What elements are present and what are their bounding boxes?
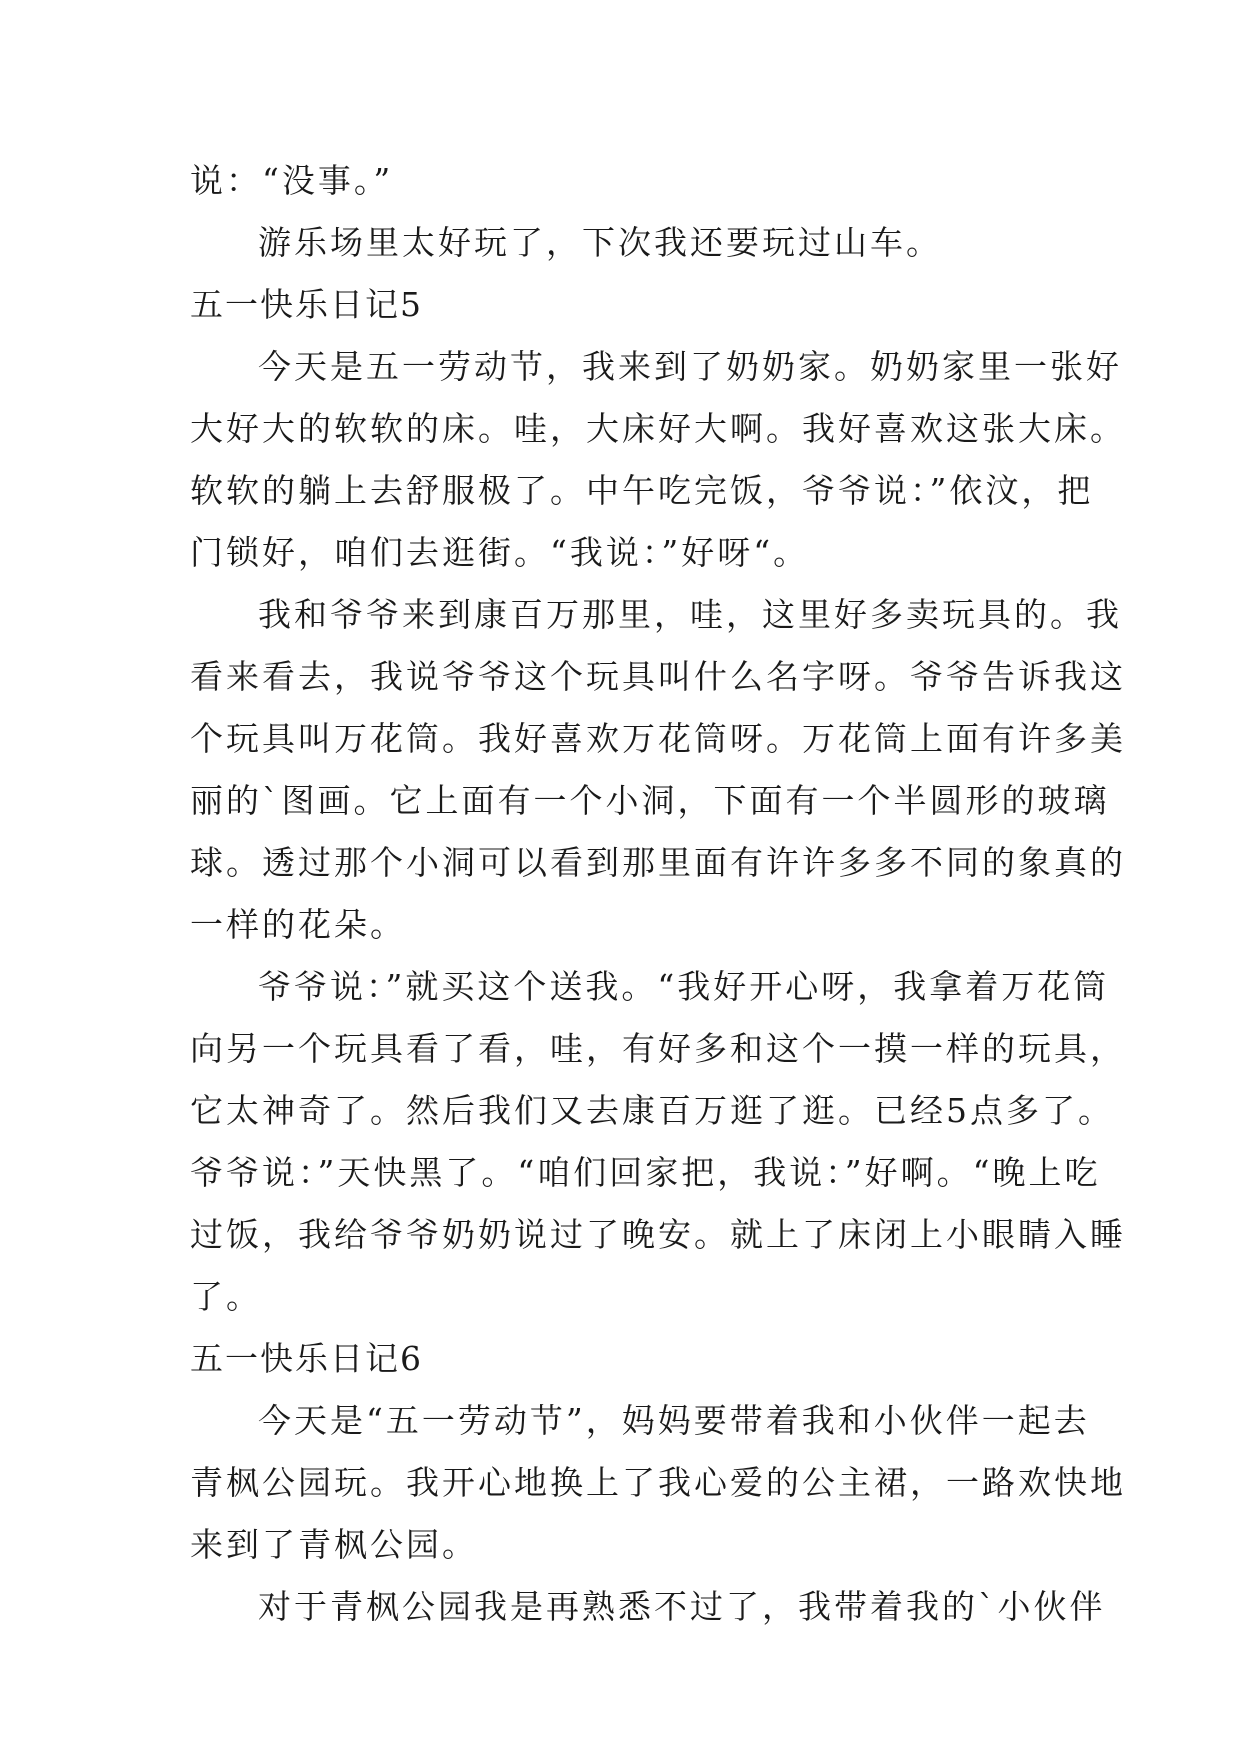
- paragraph-line: 大好大的软软的床。哇，大床好大啊。我好喜欢这张大床。: [190, 409, 1126, 448]
- paragraph-line: 球。透过那个小洞可以看到那里面有许许多多不同的象真的: [190, 843, 1126, 882]
- paragraph-line: 丽的`图画。它上面有一个小洞，下面有一个半圆形的玻璃: [190, 781, 1110, 820]
- paragraph-line: 今天是“五一劳动节”，妈妈要带着我和小伙伴一起去: [258, 1401, 1090, 1440]
- section-heading: 五一快乐日记6: [190, 1339, 423, 1378]
- paragraph-line: 爷爷说：”天快黑了。“咱们回家把，我说：”好啊。“晚上吃: [190, 1153, 1101, 1192]
- paragraph-line: 游乐场里太好玩了，下次我还要玩过山车。: [258, 223, 942, 262]
- document-body: [190, 150, 1126, 1638]
- paragraph-line: 青枫公园玩。我开心地换上了我心爱的公主裙，一路欢快地: [190, 1463, 1126, 1502]
- paragraph-line: 爷爷说：”就买这个送我。“我好开心呀，我拿着万花筒: [258, 967, 1110, 1006]
- paragraph-line: 来到了青枫公园。: [190, 1525, 478, 1564]
- section-heading: 五一快乐日记5: [190, 285, 423, 324]
- paragraph-line: 门锁好，咱们去逛街。“我说：”好呀“。: [190, 533, 810, 572]
- paragraph-line: 说：“没事。”: [190, 161, 394, 200]
- paragraph-line: 软软的躺上去舒服极了。中午吃完饭，爷爷说：”依汶，把: [190, 471, 1094, 510]
- paragraph-line: 它太神奇了。然后我们又去康百万逛了逛。已经5点多了。: [190, 1091, 1114, 1130]
- paragraph-line: 对于青枫公园我是再熟悉不过了，我带着我的`小伙伴: [258, 1587, 1106, 1626]
- paragraph-line: 向另一个玩具看了看，哇，有好多和这个一摸一样的玩具，: [190, 1029, 1126, 1068]
- paragraph-line: 一样的花朵。: [190, 905, 406, 944]
- paragraph-line: 了。: [190, 1277, 262, 1316]
- paragraph-line: 今天是五一劳动节，我来到了奶奶家。奶奶家里一张好: [258, 347, 1122, 386]
- paragraph-line: 我和爷爷来到康百万那里，哇，这里好多卖玩具的。我: [258, 595, 1122, 634]
- paragraph-line: 个玩具叫万花筒。我好喜欢万花筒呀。万花筒上面有许多美: [190, 719, 1126, 758]
- paragraph-line: 看来看去，我说爷爷这个玩具叫什么名字呀。爷爷告诉我这: [190, 657, 1126, 696]
- paragraph-line: 过饭，我给爷爷奶奶说过了晚安。就上了床闭上小眼睛入睡: [190, 1215, 1126, 1254]
